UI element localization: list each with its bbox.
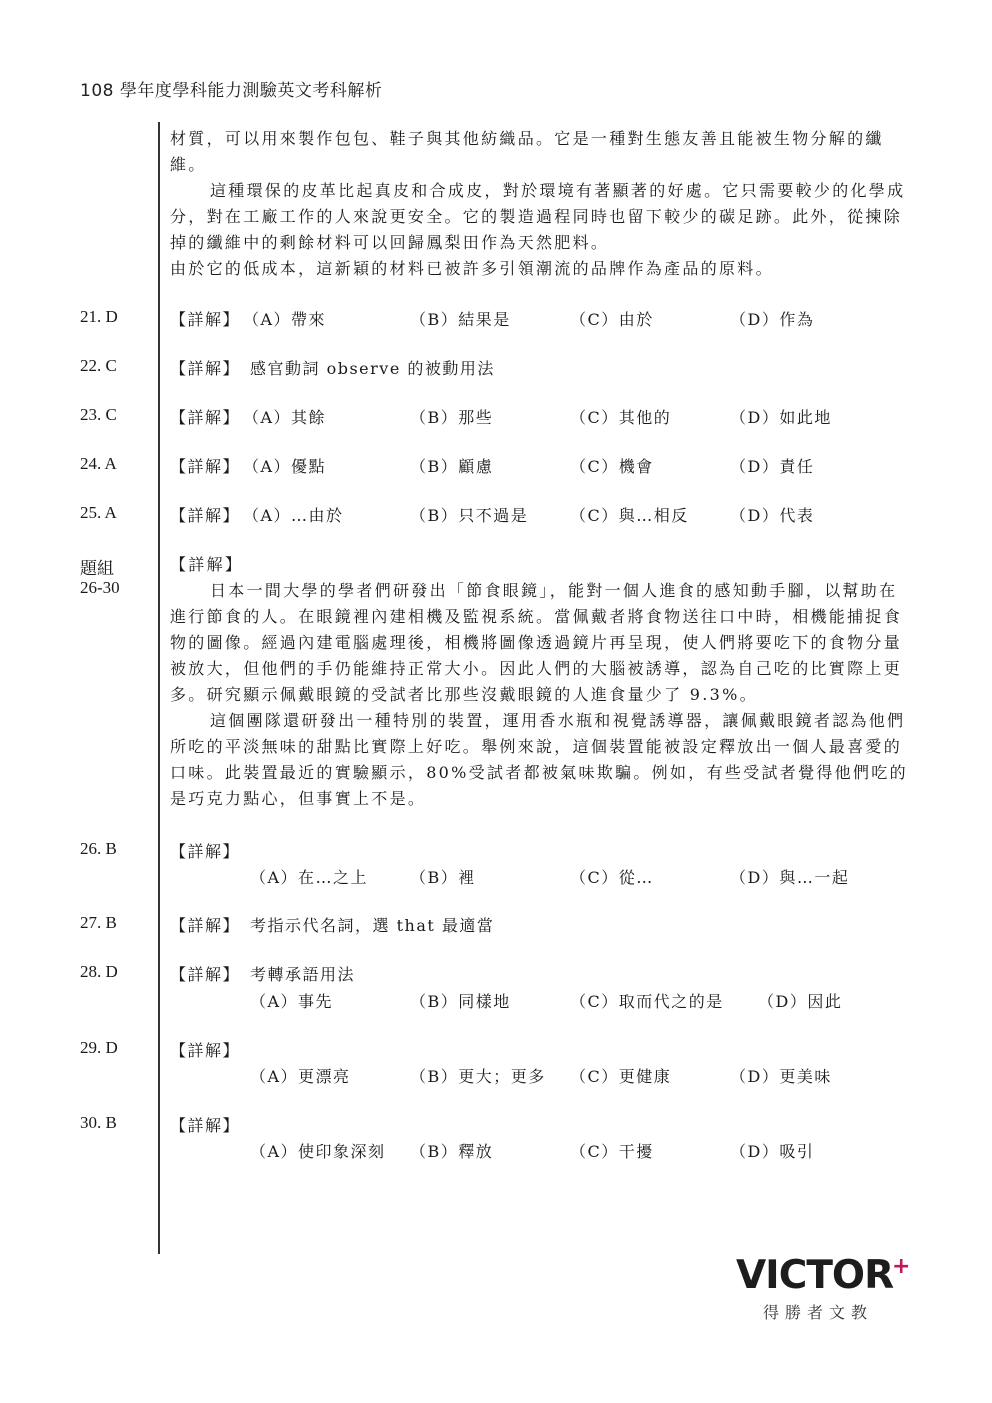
group-paragraph-1: 日本一間大學的學者們研發出「節食眼鏡」，能對一個人進食的感知動手腳，以幫助在進行節食的人。在眼鏡裡內建相機及監視系統。當佩戴者將食物送往口中時，相機能捕捉食物的圖像。經過內建電腦處理後，相機將圖像透過鏡片再呈現，使人們將要吃下的食物分量被放大，但他們的手仍能維持正常大小。因此人們的大腦被誘導，認為自己吃的比實際上更多。研究顯示佩戴眼鏡的受試者比那些沒戴眼鏡的人進食量少了 9.3%。: [170, 581, 903, 704]
q23-option-c: （C）其他的: [570, 408, 672, 427]
q26-option-d: （D）與…一起: [730, 868, 850, 887]
question-number-29: 29. D: [80, 1038, 118, 1057]
q26-option-a: （A）在…之上: [250, 868, 369, 887]
detail-label-30: 【詳解】: [170, 1116, 241, 1135]
q27-explanation: 考指示代名詞，選 that 最適當: [250, 916, 495, 935]
q28-option-a: （A）事先: [250, 992, 334, 1011]
q24-option-c: （C）機會: [570, 457, 654, 476]
margin-divider-line: [158, 122, 160, 1254]
q26-option-c: （C）從…: [570, 868, 654, 887]
q28-option-d: （D）因此: [758, 992, 843, 1011]
detail-label-29: 【詳解】: [170, 1041, 241, 1060]
q25-option-a: （A）…由於: [243, 506, 344, 525]
q25-option-c: （C）與…相反: [570, 506, 689, 525]
q28-option-c: （C）取而代之的是: [570, 992, 724, 1011]
group-label: 題組: [80, 559, 114, 578]
q22-explanation: 感官動詞 observe 的被動用法: [250, 359, 495, 378]
page-header: 108 學年度學科能力測驗英文考科解析: [80, 81, 383, 101]
group-paragraph-2: 這個團隊還研發出一種特別的裝置，運用香水瓶和視覺誘導器，讓佩戴眼鏡者認為他們所吃的平淡無味的甜點比實際上好吃。舉例來說，這個裝置能被設定釋放出一個人最喜愛的口味。此裝置最近的實驗顯示，80%受試者都被氣味欺騙。例如，有些受試者覺得他們吃的是巧克力點心，但事實上不是。: [170, 711, 908, 808]
group-range: 26-30: [80, 578, 120, 597]
detail-label-22: 【詳解】: [170, 359, 241, 378]
q23-option-d: （D）如此地: [730, 408, 832, 427]
logo-wordmark: VICTOR: [736, 1253, 894, 1298]
question-number-22: 22. C: [80, 356, 117, 375]
question-number-27: 27. B: [80, 913, 117, 932]
q30-option-d: （D）吸引: [730, 1142, 815, 1161]
question-number-25: 25. A: [80, 503, 117, 522]
q28-option-b: （B）同樣地: [410, 992, 511, 1011]
q29-option-a: （A）更漂亮: [250, 1067, 351, 1086]
detail-label-23: 【詳解】: [170, 408, 241, 427]
intro-paragraph-2: 這種環保的皮革比起真皮和合成皮，對於環境有著顯著的好處。它只需要較少的化學成分，對在工廠工作的人來說更安全。它的製造過程同時也留下較少的碳足跡。此外，從揀除掉的纖維中的剩餘材料可以回歸鳳梨田作為天然肥料。: [170, 181, 906, 252]
q25-option-d: （D）代表: [730, 506, 815, 525]
q23-option-a: （A）其餘: [243, 408, 327, 427]
question-number-30: 30. B: [80, 1113, 117, 1132]
intro-paragraph-3: 由於它的低成本，這新穎的材料已被許多引領潮流的品牌作為產品的原料。: [170, 259, 774, 278]
q26-option-b: （B）裡: [410, 868, 476, 887]
q24-option-b: （B）顧慮: [410, 457, 494, 476]
question-number-21: 21. D: [80, 307, 118, 326]
detail-label-27: 【詳解】: [170, 916, 241, 935]
q30-option-c: （C）干擾: [570, 1142, 654, 1161]
group-translation: [170, 552, 910, 812]
logo-subtitle: 得勝者文教: [763, 1303, 874, 1322]
detail-label-26: 【詳解】: [170, 842, 241, 861]
q30-option-b: （B）釋放: [410, 1142, 494, 1161]
group-detail-label: 【詳解】: [170, 555, 244, 574]
detail-label-25: 【詳解】: [170, 506, 241, 525]
intro-paragraph-1: 材質，可以用來製作包包、鞋子與其他紡織品。它是一種對生態友善且能被生物分解的纖維。: [170, 129, 884, 174]
q29-option-d: （D）更美味: [730, 1067, 832, 1086]
q25-option-b: （B）只不過是: [410, 506, 529, 525]
detail-label-21: 【詳解】: [170, 310, 241, 329]
question-number-23: 23. C: [80, 405, 117, 424]
intro-translation: [170, 126, 910, 282]
question-number-28: 28. D: [80, 962, 118, 981]
question-number-26: 26. B: [80, 839, 117, 858]
q29-option-b: （B）更大；更多: [410, 1067, 546, 1086]
q24-option-a: （A）優點: [243, 457, 327, 476]
q28-explanation: 考轉承語用法: [250, 965, 356, 984]
logo-plus-icon: +: [892, 1254, 911, 1279]
q24-option-d: （D）責任: [730, 457, 815, 476]
q23-option-b: （B）那些: [410, 408, 494, 427]
question-number-24: 24. A: [80, 454, 117, 473]
q21-option-a: （A）帶來: [243, 310, 327, 329]
q29-option-c: （C）更健康: [570, 1067, 672, 1086]
q21-option-d: （D）作為: [730, 310, 815, 329]
victor-logo: [736, 1253, 916, 1326]
detail-label-28: 【詳解】: [170, 965, 241, 984]
q21-option-c: （C）由於: [570, 310, 654, 329]
q21-option-b: （B）結果是: [410, 310, 511, 329]
q30-option-a: （A）使印象深刻: [250, 1142, 386, 1161]
detail-label-24: 【詳解】: [170, 457, 241, 476]
